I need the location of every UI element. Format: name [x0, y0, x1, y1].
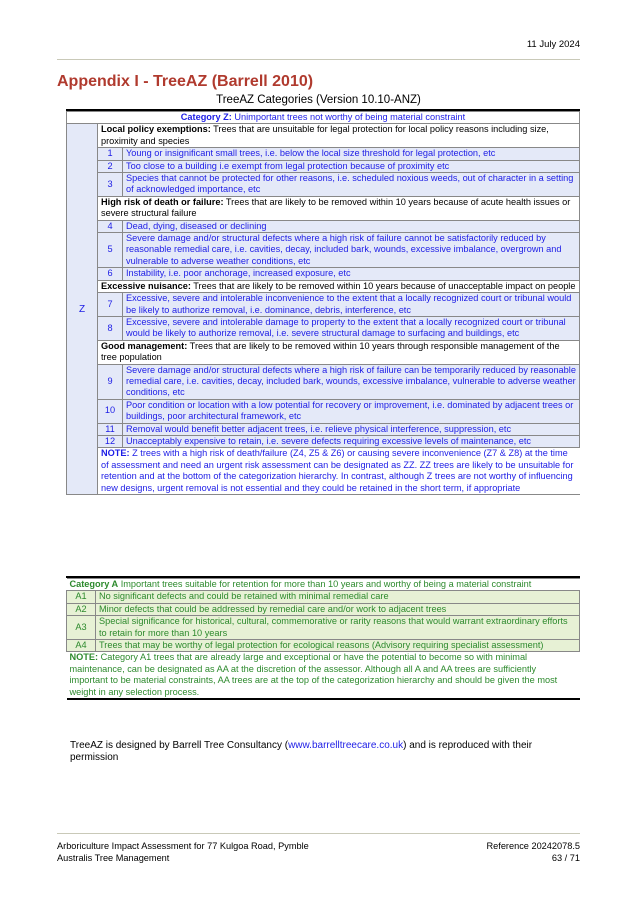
item-text: Poor condition or location with a low potential for recovery or improvement, i.e. dominated by adjacent trees or buildings, poor architectural framework, etc: [123, 399, 580, 423]
table-row: [67, 603, 580, 615]
category-z-heading-text: Unimportant trees not worthy of being material constraint: [231, 112, 466, 122]
item-text: Instability, i.e. poor anchorage, increased exposure, etc: [123, 268, 580, 280]
credit-link[interactable]: www.barrelltreecare.co.uk: [288, 740, 404, 751]
category-a-heading-text: Important trees suitable for retention for more than 10 years and worthy of being a material constraint: [118, 579, 532, 589]
item-number: 6: [98, 268, 123, 280]
group-heading: [98, 280, 580, 292]
table-row: [67, 640, 580, 652]
table-row: [67, 591, 580, 603]
item-number: A4: [67, 640, 96, 652]
note-label: NOTE:: [69, 652, 99, 663]
footer-right: [487, 841, 580, 864]
item-text: No significant defects and could be retained with minimal remedial care: [96, 591, 580, 603]
item-text: Trees that may be worthy of legal protection for ecological reasons (Advisory requiring specialist assessment): [96, 640, 580, 652]
category-a-table: [66, 578, 580, 700]
table-row: [67, 233, 580, 268]
group-text: Trees that are likely to be removed within 10 years because of acute health issues or severe structural failure: [101, 196, 571, 219]
table-row: [67, 173, 580, 197]
table-row: [67, 268, 580, 280]
credit-paragraph: [70, 740, 580, 764]
footer-left: [57, 841, 309, 864]
item-number: 8: [98, 316, 123, 340]
item-text: Unacceptably expensive to retain, i.e. severe defects requiring excessive levels of maintenance, etc: [123, 435, 580, 447]
item-text: Too close to a building i.e exempt from legal protection because of proximity etc: [123, 160, 580, 172]
table-row: [67, 220, 580, 232]
item-text: Special significance for historical, cultural, commemorative or rarity reasons that would warrant extraordinary efforts to retain for more than 10 years: [96, 616, 580, 640]
item-number: 12: [98, 435, 123, 447]
group-label: Excessive nuisance:: [101, 280, 191, 291]
category-z-letter: Z: [67, 124, 98, 495]
credit-text: TreeAZ is designed by Barrell Tree Consultancy (: [70, 740, 289, 751]
group-text: Trees that are unsuitable for legal protection for local policy reasons including size, proximity and species: [101, 124, 549, 146]
item-text: Species that cannot be protected for other reasons, i.e. scheduled noxious weeds, out of character in a setting of acknowledged importance, etc: [123, 173, 580, 197]
item-text: Dead, dying, diseased or declining: [123, 220, 580, 232]
table-row: [67, 399, 580, 423]
note-text: Z trees with a high risk of death/failure (Z4, Z5 & Z6) or causing severe inconvenience (Z7 & Z8) at the time of assessment and need an urgent risk assessment can be designated as ZZ. ZZ trees are likely to be unsuitable for retention and at the bottom of the categorization hierarchy. In contrast, although Z trees are not worthy of influencing new designs, urgent removal is not essential and they could be retained in the short term, if appropriate: [101, 448, 574, 493]
category-a-heading: [67, 579, 580, 591]
category-z-table: [66, 111, 580, 495]
item-number: 9: [98, 364, 123, 399]
item-number: 5: [98, 233, 123, 268]
category-a-note: [67, 652, 580, 699]
item-number: A3: [67, 616, 96, 640]
item-number: 11: [98, 423, 123, 435]
footer-company: Australis Tree Management: [57, 852, 170, 863]
table-row: [67, 435, 580, 447]
item-text: Young or insignificant small trees, i.e. below the local size threshold for legal protection, etc: [123, 148, 580, 160]
table-row: [67, 160, 580, 172]
category-z-heading-label: Category Z:: [180, 112, 232, 122]
group-heading: [98, 340, 580, 364]
item-number: A1: [67, 591, 96, 603]
category-z-note: [98, 448, 580, 495]
item-text: Excessive, severe and intolerable inconvenience to the extent that a locally recognized court or tribunal would be likely to authorize removal, i.e. dominance, debris, interference, etc: [123, 293, 580, 317]
item-text: Excessive, severe and intolerable damage to property to the extent that a locally recognized court or tribunal would be likely to authorize removal, i.e. severe structural damage to surfacing and buildings, etc: [123, 316, 580, 340]
group-text: Trees that are likely to be removed within 10 years through responsible management of the tree population: [101, 340, 560, 363]
table-row: [67, 316, 580, 340]
category-z-heading: [67, 112, 580, 124]
item-number: 7: [98, 293, 123, 317]
item-number: 3: [98, 173, 123, 197]
footer-reference: Reference 20242078.5: [486, 841, 580, 851]
table-row: [67, 364, 580, 399]
group-heading: [98, 196, 580, 220]
footer-divider: [57, 833, 580, 834]
group-label: Good management:: [101, 340, 188, 351]
note-label: NOTE:: [101, 448, 130, 459]
credit-text-end: ) and is reproduced with their permission: [70, 740, 533, 763]
group-label: Local policy exemptions:: [101, 124, 211, 135]
item-text: Minor defects that could be addressed by remedial care and/or work to adjacent trees: [96, 603, 580, 615]
item-number: 10: [98, 399, 123, 423]
item-number: 1: [98, 148, 123, 160]
note-text: Category A1 trees that are already large and exceptional or have the potential to become so with minimal maintenance, can be designated as AA at the discretion of the assessor. Although all A and AA trees are sufficiently important to be material constraints, AA trees are at the top of the categorization hierarchy and should be given the most weight in any selection process.: [69, 652, 558, 697]
footer-report-title: Arboriculture Impact Assessment for 77 Kulgoa Road, Pymble: [57, 841, 309, 851]
page-title: Appendix I - TreeAZ (Barrell 2010): [57, 73, 314, 90]
item-number: A2: [67, 603, 96, 615]
group-heading: [98, 124, 580, 148]
item-number: 2: [98, 160, 123, 172]
category-a-heading-label: Category A: [69, 579, 119, 589]
table-subtitle: TreeAZ Categories (Version 10.10-ANZ): [216, 94, 421, 106]
table-row: [67, 148, 580, 160]
item-text: Severe damage and/or structural defects where a high risk of failure can be temporarily reduced by reasonable remedial care, i.e. cavities, decay, included bark, wounds, excessive imbalance, vulnerable to adverse weather conditions, etc: [123, 364, 580, 399]
group-text: Trees that are likely to be removed within 10 years because of unacceptable impact on people: [190, 280, 576, 291]
table-row: [67, 616, 580, 640]
item-text: Removal would benefit better adjacent trees, i.e. relieve physical interference, suppression, etc: [123, 423, 580, 435]
item-text: Severe damage and/or structural defects where a high risk of failure cannot be satisfactorily reduced by reasonable remedial care, i.e. cavities, decay, included bark, wounds, excessive imbalance, overgrown and vulnerable to adverse weather conditions, etc: [123, 233, 580, 268]
item-number: 4: [98, 220, 123, 232]
table-row: [67, 293, 580, 317]
group-label: High risk of death or failure:: [101, 196, 224, 207]
table-row: [67, 423, 580, 435]
header-date: 11 July 2024: [526, 39, 580, 50]
footer-page-number: 63 / 71: [551, 852, 580, 863]
header-divider: [57, 59, 580, 60]
